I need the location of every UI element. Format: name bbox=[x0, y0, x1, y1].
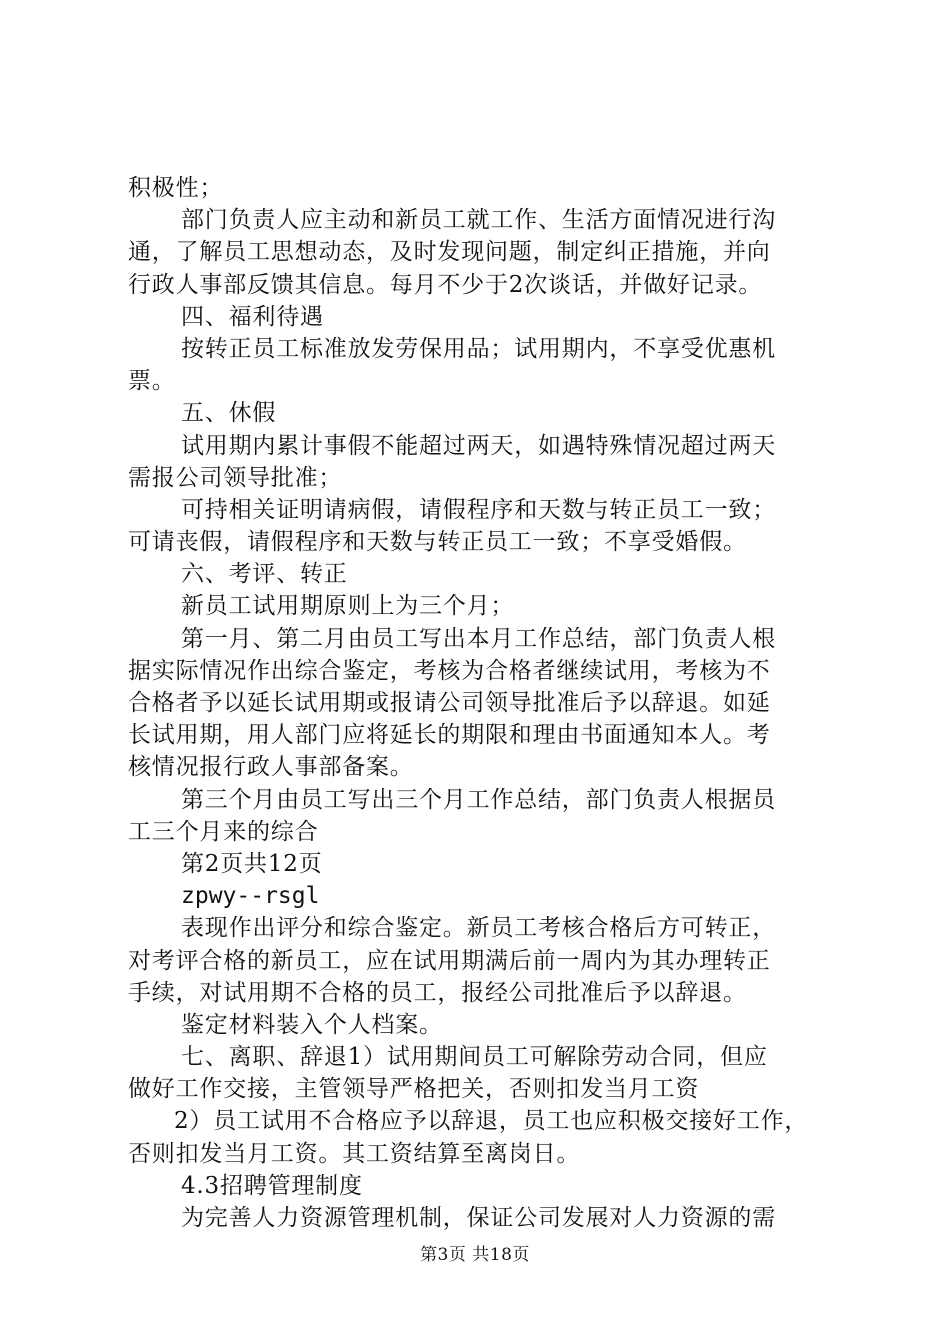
text-line: 六、考评、转正 bbox=[181, 561, 348, 588]
text-line: 鉴定材料装入个人档案。 bbox=[181, 1011, 443, 1038]
text-line: 票。 bbox=[128, 368, 176, 395]
text-line: 部门负责人应主动和新员工就工作、生活方面情况进行沟 bbox=[181, 207, 776, 234]
text-line: 否则扣发当月工资。其工资结算至离岗日。 bbox=[128, 1140, 581, 1167]
text-line: 可持相关证明请病假，请假程序和天数与转正员工一致； bbox=[181, 496, 776, 523]
text-line: zpwy--rsgl bbox=[181, 883, 320, 910]
text-line: 七、离职、辞退1）试用期间员工可解除劳动合同，但应 bbox=[181, 1044, 768, 1071]
text-line: 对考评合格的新员工，应在试用期满后前一周内为其办理转正 bbox=[128, 947, 771, 974]
text-line: 需报公司领导批准； bbox=[128, 464, 343, 491]
text-line: 做好工作交接，主管领导严格把关，否则扣发当月工资 bbox=[128, 1076, 700, 1103]
text-line: 第三个月由员工写出三个月工作总结，部门负责人根据员 bbox=[181, 786, 776, 813]
text-line: 表现作出评分和综合鉴定。新员工考核合格后方可转正， bbox=[181, 915, 776, 942]
text-line: 手续，对试用期不合格的员工，报经公司批准后予以辞退。 bbox=[128, 979, 747, 1006]
text-line: 第一月、第二月由员工写出本月工作总结，部门负责人根 bbox=[181, 625, 776, 652]
text-line: 第2页共12页 bbox=[181, 850, 323, 877]
text-line: 工三个月来的综合 bbox=[128, 818, 319, 845]
text-line: 通，了解员工思想动态，及时发现问题，制定纠正措施，并向 bbox=[128, 239, 771, 266]
text-line: 行政人事部反馈其信息。每月不少于2次谈话，并做好记录。 bbox=[128, 271, 763, 298]
text-line: 五、休假 bbox=[181, 400, 277, 427]
document-body bbox=[128, 172, 838, 1234]
text-line: 新员工试用期原则上为三个月； bbox=[181, 593, 515, 620]
text-line: 可请丧假，请假程序和天数与转正员工一致；不享受婚假。 bbox=[128, 529, 747, 556]
text-line: 2）员工试用不合格应予以辞退，员工也应积极交接好工作， bbox=[174, 1108, 809, 1135]
text-line: 长试用期，用人部门应将延长的期限和理由书面通知本人。考 bbox=[128, 722, 771, 749]
text-line: 4.3招聘管理制度 bbox=[181, 1172, 363, 1199]
text-line: 按转正员工标准放发劳保用品；试用期内，不享受优惠机 bbox=[181, 335, 776, 362]
text-line: 据实际情况作出综合鉴定，考核为合格者继续试用，考核为不 bbox=[128, 657, 771, 684]
page-footer: 第3页 共18页 bbox=[420, 1245, 530, 1265]
text-line: 试用期内累计事假不能超过两天，如遇特殊情况超过两天 bbox=[181, 432, 776, 459]
text-line: 合格者予以延长试用期或报请公司领导批准后予以辞退。如延 bbox=[128, 690, 771, 716]
text-line: 核情况报行政人事部备案。 bbox=[128, 754, 414, 781]
text-line: 四、福利待遇 bbox=[181, 303, 324, 330]
text-line: 积极性； bbox=[128, 175, 224, 201]
text-line: 为完善人力资源管理机制，保证公司发展对人力资源的需 bbox=[181, 1205, 776, 1231]
